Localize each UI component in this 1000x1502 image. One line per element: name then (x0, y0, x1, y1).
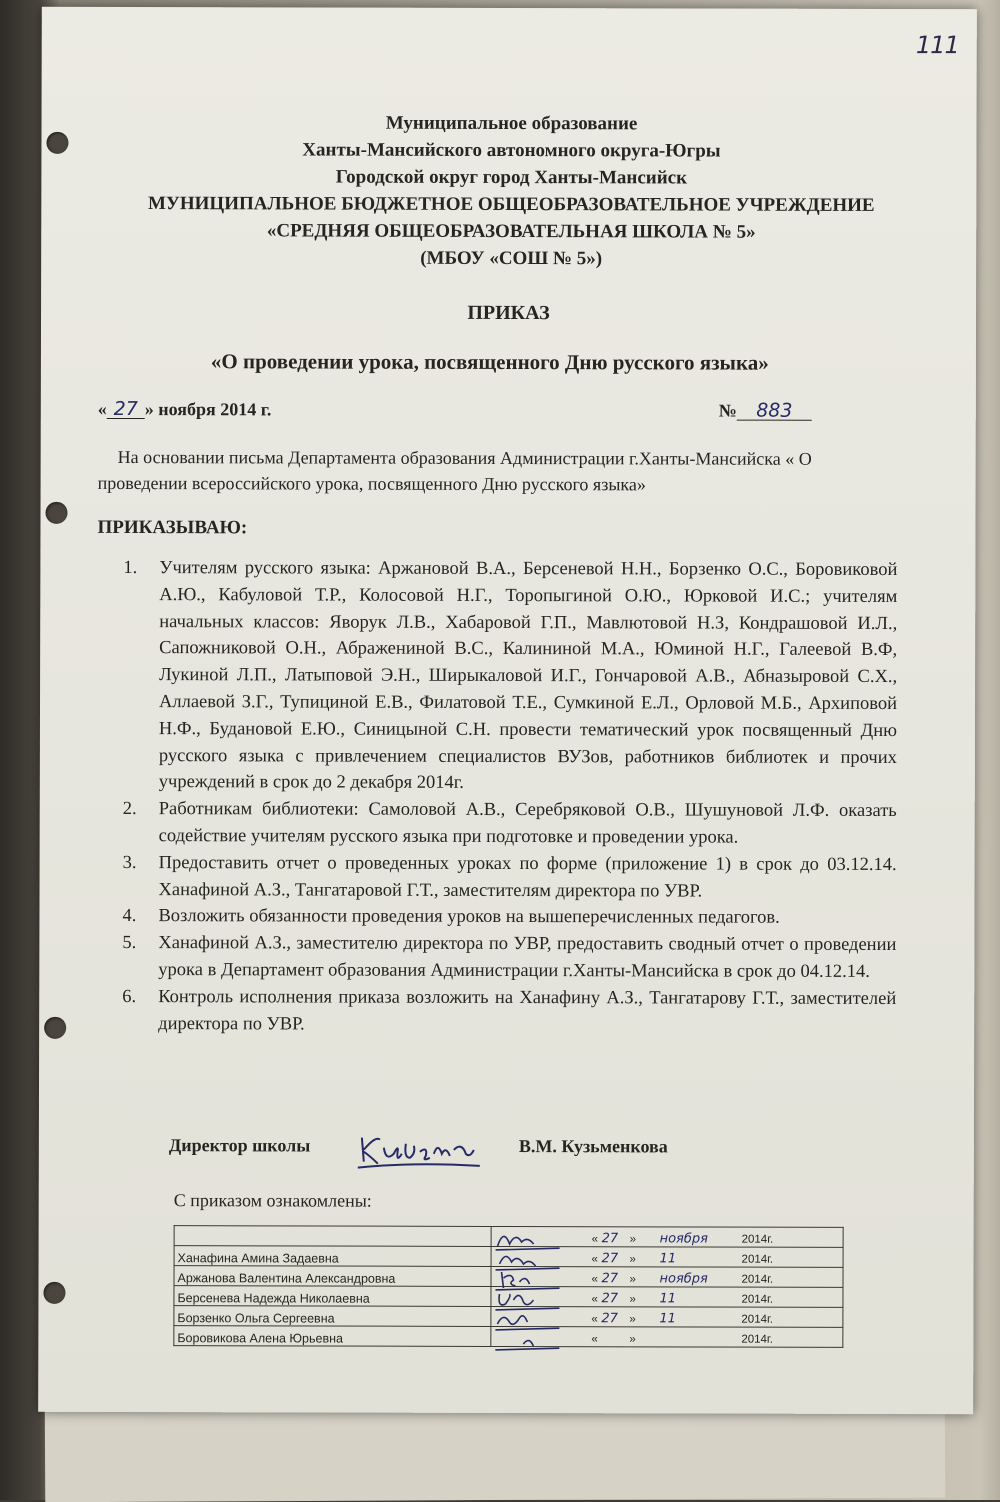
header-line: Городской округ город Ханты-Мансийск (335, 166, 688, 189)
employee-name: Ханафина Амина Задаевна (174, 1246, 491, 1267)
table-row (174, 1226, 843, 1248)
binder-hole (45, 502, 67, 524)
initials-signature (493, 1326, 563, 1352)
item-number: 2. (122, 799, 137, 820)
table-row (174, 1286, 843, 1308)
header-line: Муниципальное образование (385, 112, 638, 135)
item-number: 3. (122, 852, 137, 873)
employee-name: Аржанова Валентина Александровна (174, 1266, 491, 1287)
ack-day: 27 (601, 1251, 619, 1267)
item-text: Предоставить отчет о проведенных уроках по форме (приложение 1) в срок до 03.12.14. Ханафиной А.З., Тангатаровой Г.Т., заместителям директора по УВР. (158, 852, 897, 902)
director-signature (354, 1124, 484, 1176)
ack-day: 27 (601, 1231, 619, 1247)
order-items (96, 555, 897, 1039)
signatory-title: Директор школы (168, 1135, 311, 1156)
ack-date-cell: « 27 » 11 2014г. (491, 1306, 843, 1327)
handwritten-day: 27 (107, 400, 145, 419)
ack-month: 11 (659, 1311, 676, 1327)
order-subject: «О проведении урока, посвященного Дню русского языка» (210, 349, 769, 375)
item-text: Контроль исполнения приказа возложить на Ханафину А.З., Тангатарову Г.Т., заместителей директора по УВР. (158, 986, 897, 1035)
date-rest: » ноября 2014 г. (144, 399, 272, 420)
table-row (174, 1326, 843, 1348)
order-title: ПРИКАЗ (467, 301, 550, 325)
table-row (174, 1246, 843, 1268)
item-text: Учителям русского языка: Аржановой В.А., Берсеневой Н.Н., Борзенко О.С., Боровиковой А.Ю., Кабуловой Т.Р., Колосовой Н.Г., Торопыгиной О.Ю., Юрковой И.С.; учителям начальных классов: Яворук Л.В., Хабаровой Г.П., Мавлютовой Н.З, Кондрашовой И.Л., Сапожниковой О.Н., Абраженинoй В.С., Калининой М.А., Юминой Н.Г., Галеевой В.Ф, Лукиной Л.П., Латыповой Э.Н., Ширыкаловой И.Г., Гончаровой А.В., Абназыровой С.Х., Аллаевой З.Г., Тупициной Е.В., Филатовой Т.Е., Сумкиной Е.Л., Орловой М.Б., Архиповой Н.Ф., Будановой Е.Ю., Синицыной С.Н. провести тематический урок посвященный Дню русского языка с привлечением специалистов ВУЗов, работников библиотек и прочих учреждений в срок до 2 декабря 2014г. (158, 558, 898, 794)
header-line: «СРЕДНЯЯ ОБЩЕОБРАЗОВАТЕЛЬНАЯ ШКОЛА № 5» (266, 220, 756, 243)
ack-date-cell: « 27 » 11 2014г. (491, 1286, 843, 1307)
binder-hole (46, 132, 68, 154)
employee-name (174, 1226, 491, 1247)
order-item (96, 930, 896, 986)
page-number: 111 (915, 31, 959, 60)
item-text: Возложить обязанности проведения уроков на вышеперечисленных педагогов. (158, 906, 780, 929)
header-line: Ханты-Мансийского автономного округа-Югры (302, 139, 721, 162)
ack-date-cell: « 27 » ноября 2014г. (491, 1266, 843, 1287)
order-item (97, 796, 897, 852)
number-label: № (718, 400, 737, 421)
ack-day: 27 (601, 1291, 619, 1307)
ack-date-cell: « 27 » 11 2014г. (491, 1246, 843, 1267)
order-date (98, 399, 272, 420)
ack-month: ноября (659, 1231, 709, 1247)
ack-month: ноября (659, 1271, 708, 1287)
item-number: 5. (122, 933, 137, 954)
ack-day: 27 (601, 1311, 618, 1327)
signatory-name: В.М. Кузьменкова (518, 1136, 668, 1157)
document-header (101, 109, 921, 273)
table-row (174, 1266, 843, 1288)
order-item (96, 984, 896, 1040)
ack-day: 27 (601, 1271, 619, 1287)
document-page (38, 7, 977, 1414)
ack-month: 11 (659, 1251, 677, 1267)
binder-hole (44, 1017, 66, 1039)
item-number: 1. (123, 557, 138, 579)
employee-name: Берсенева Надежда Николаевна (174, 1286, 491, 1307)
order-item (96, 903, 896, 932)
handwritten-number: 883 (737, 402, 812, 421)
ack-month: 11 (659, 1291, 677, 1307)
table-row (174, 1306, 843, 1328)
item-text: Работникам библиотеки: Самоловой А.В., Серебряковой О.В., Шушуновой Л.Ф. оказать содействие учителям русского языка при подготовке и проведении урока. (158, 799, 897, 848)
item-number: 6. (122, 986, 137, 1007)
basis-paragraph: На основании письма Департамента образования Администрации г.Ханты-Мансийска « О проведении всероссийского урока, посвященного Дню русского языка» (97, 446, 812, 495)
binder-hole (43, 1282, 65, 1304)
acknowledgement-label: С приказом ознакомлены: (173, 1190, 372, 1211)
order-item (96, 850, 896, 906)
date-quote-open: « (97, 398, 107, 419)
header-line: (МБОУ «СОШ № 5») (420, 247, 603, 270)
employee-name: Боровикова Алена Юрьевна (174, 1326, 491, 1347)
order-number (719, 401, 812, 422)
item-number: 4. (122, 906, 137, 927)
item-text: Ханафиной А.З., заместителю директора по УВР, предоставить сводный отчет о проведении урока в Департамент образования Администрации г.Ханты-Мансийска в срок до 04.12.14. (158, 933, 897, 982)
employee-name: Борзенко Ольга Сергеевна (174, 1306, 491, 1327)
ack-date-cell: « 27 » ноября 2014г. (491, 1226, 843, 1247)
order-directive: ПРИКАЗЫВАЮ: (97, 516, 248, 539)
ack-date-cell: « » 2014г. (491, 1326, 843, 1347)
acknowledgement-table (173, 1225, 843, 1348)
order-item (97, 555, 898, 798)
header-line: МУНИЦИПАЛЬНОЕ БЮДЖЕТНОЕ ОБЩЕОБРАЗОВАТЕЛЬНОЕ УЧРЕЖДЕНИЕ (147, 193, 875, 216)
signature-block (168, 1125, 869, 1157)
